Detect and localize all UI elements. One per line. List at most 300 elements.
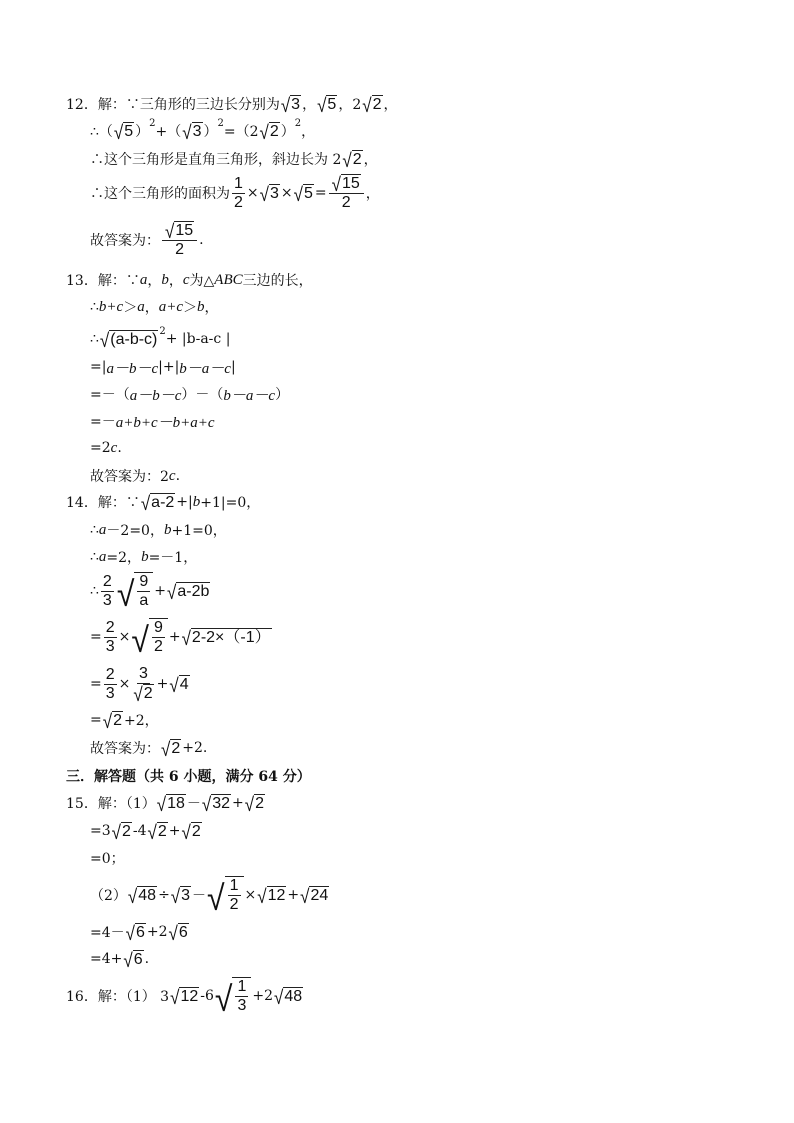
square-root (128, 886, 157, 905)
denominator (106, 685, 115, 703)
radicand (341, 174, 361, 193)
numerator-value: 15 (175, 222, 194, 239)
text: 13．解：∵ (66, 273, 140, 289)
text: =（2 (223, 124, 259, 140)
square-root (133, 683, 153, 706)
square-root (100, 330, 158, 349)
solution-line (66, 487, 260, 517)
radicand (174, 221, 194, 240)
square-root-of-fraction (131, 618, 167, 660)
text: × (280, 185, 293, 201)
math-variable: b (192, 493, 201, 510)
radicand: 2 (171, 739, 181, 757)
square-root (362, 95, 382, 114)
radicand: 3 (181, 886, 191, 904)
text: =0； (90, 851, 125, 867)
solution-line (90, 705, 159, 735)
radicand: (a-b-c) (110, 330, 158, 348)
text: + (168, 823, 181, 839)
text: ） (135, 124, 150, 140)
text: ∴ (90, 299, 99, 315)
numerator (104, 619, 117, 638)
solution-line (66, 973, 304, 1019)
numerator-value: 9 (139, 573, 149, 590)
solution-line (90, 433, 122, 463)
text: × (118, 676, 131, 692)
radical-sign-icon: √ (102, 710, 113, 732)
denominator (103, 592, 112, 610)
fraction (329, 174, 364, 212)
radical-sign-icon: √ (170, 885, 181, 907)
square-root (182, 628, 272, 647)
radical-sign-icon: √ (273, 986, 284, 1008)
denominator-value: 2 (341, 194, 351, 211)
solution-line (66, 788, 266, 818)
text: 故答案为：2 (90, 469, 169, 485)
text: ） (275, 387, 290, 403)
text: +| (176, 494, 193, 510)
math-variable: a－b－c (129, 387, 182, 404)
radicand: 2 (372, 95, 382, 113)
radical-sign-icon: √ (244, 793, 255, 815)
square-root (257, 886, 286, 905)
radicand: 2 (352, 150, 362, 168)
radical-sign-icon: √ (125, 922, 135, 944)
text: ∴（ (90, 124, 113, 140)
text: + (287, 887, 300, 903)
square-root (245, 794, 265, 813)
superscript: 2 (294, 118, 302, 129)
solution-line (90, 944, 149, 974)
denominator (139, 592, 148, 610)
square-root (148, 822, 168, 841)
text: + (156, 676, 169, 692)
square-root (112, 822, 132, 841)
radicand (143, 684, 154, 703)
text: × (246, 185, 259, 201)
square-root (167, 582, 210, 601)
solution-line (90, 352, 236, 382)
numerator (162, 221, 197, 241)
solution-line (66, 761, 311, 791)
square-root (182, 122, 202, 141)
text: 14．解：∵ (66, 495, 140, 511)
solution-line (90, 733, 207, 763)
radicand: 2 (191, 822, 201, 840)
fraction (104, 619, 117, 656)
denominator (175, 241, 184, 259)
radical-sign-icon: √ (342, 149, 352, 171)
section-heading: 三．解答题（共 6 小题，满分 64 分） (66, 769, 311, 785)
square-root (169, 675, 189, 694)
square-root (126, 923, 146, 942)
math-variable: b (161, 271, 169, 288)
radical-sign-icon: √ (133, 683, 143, 706)
text: ， (147, 273, 162, 289)
denominator (106, 638, 115, 656)
solution-line (90, 917, 190, 947)
radicand (134, 572, 153, 610)
text: ， (365, 186, 380, 202)
radicand: 3 (192, 122, 202, 140)
numerator (104, 666, 117, 685)
text: ∴ (90, 583, 99, 599)
square-root (202, 794, 231, 813)
numerator-value: 2 (102, 572, 112, 590)
radical-sign-icon: √ (168, 922, 178, 944)
numerator-value: 1 (234, 174, 243, 192)
solution-line (90, 116, 315, 146)
text: （2） (90, 888, 127, 904)
square-root (103, 711, 123, 730)
solution-line (90, 379, 289, 409)
radical-sign-icon: √ (181, 627, 191, 649)
text: +2 (252, 988, 273, 1004)
text: |+| (158, 359, 180, 375)
numerator-value: 2 (105, 665, 115, 683)
solution-line (66, 89, 398, 119)
radical-sign-icon: √ (182, 121, 192, 143)
radicand (225, 876, 244, 914)
radicand (149, 618, 168, 656)
math-variable: ABC (214, 271, 243, 288)
square-root (114, 122, 134, 141)
denominator (342, 194, 351, 212)
radical-sign-icon: √ (127, 885, 138, 907)
denominator (237, 997, 246, 1015)
radical-sign-icon: √ (181, 821, 191, 843)
radical-sign-icon: √ (111, 821, 121, 843)
math-variable: b－a－c (223, 387, 276, 404)
text: ＞ (123, 300, 138, 316)
radicand: a-2b (177, 582, 210, 600)
denominator (234, 194, 243, 212)
radicand: 5 (327, 95, 337, 113)
math-variable: a+c (158, 298, 183, 315)
text: 故答案为： (90, 741, 160, 757)
text: +1|=0， (200, 495, 261, 511)
numerator-value: 2 (105, 618, 115, 636)
denominator-value: 2 (234, 193, 243, 211)
numerator-value: 1 (229, 877, 239, 894)
radicand: 5 (124, 122, 134, 140)
math-variable: a (98, 521, 107, 538)
radical-sign-icon: √ (170, 986, 180, 1008)
text: . (199, 232, 204, 248)
radical-sign-icon: √ (113, 121, 124, 143)
solution-line (90, 614, 273, 660)
solution-line (90, 872, 330, 918)
text: 故答案为： (90, 233, 160, 249)
text: =4+ (90, 951, 123, 967)
square-root (165, 220, 194, 243)
radicand: 24 (310, 886, 329, 904)
fraction (152, 619, 165, 656)
text: . (144, 951, 150, 967)
text: -6 (200, 988, 214, 1004)
square-root (331, 173, 361, 196)
text: ）－（ (181, 387, 224, 403)
radicand: 2 (255, 794, 264, 812)
solution-line (90, 816, 203, 846)
fraction (232, 175, 245, 212)
radicand: 6 (133, 950, 143, 968)
radicand: 4 (179, 675, 189, 693)
fraction (137, 573, 150, 610)
text: + (232, 795, 244, 811)
text: ， (383, 97, 398, 113)
denominator (154, 638, 163, 656)
text: ∴ (90, 549, 99, 565)
text: =3 (90, 823, 111, 839)
denominator-value: 2 (229, 896, 239, 913)
fraction (101, 573, 114, 610)
radical-sign-icon: √ (167, 581, 177, 603)
numerator (329, 174, 364, 194)
solution-line (90, 661, 191, 707)
numerator-value: 1 (237, 978, 247, 995)
numerator-value: 3 (139, 665, 148, 682)
square-root (300, 886, 329, 905)
fraction (235, 978, 248, 1015)
radical-sign-icon: √ (257, 885, 267, 907)
solution-line (90, 292, 218, 322)
radicand: 32 (212, 794, 231, 812)
denominator-value: 3 (102, 591, 112, 609)
square-root (170, 987, 199, 1006)
denominator-value: 3 (237, 997, 247, 1014)
radical-sign-icon: √ (207, 878, 225, 918)
radical-sign-icon: √ (300, 885, 310, 907)
text: = (90, 712, 102, 728)
math-variable: a－b－c (106, 360, 159, 377)
text: ∴ (90, 522, 99, 538)
radical-sign-icon: √ (116, 574, 135, 614)
radical-sign-icon: √ (140, 492, 151, 514)
square-root (141, 493, 175, 512)
numerator (228, 877, 241, 896)
math-variable: c (110, 439, 118, 456)
text: － (186, 796, 201, 812)
solution-line (90, 217, 204, 263)
square-root (260, 184, 280, 203)
math-variable: b－a－c (179, 360, 231, 377)
numerator-value: 15 (341, 175, 360, 192)
radical-sign-icon: √ (259, 183, 269, 205)
math-variable: a+b+c－b+a+c (115, 414, 215, 431)
math-variable: a (137, 298, 145, 315)
math-variable: b+c (98, 298, 124, 315)
math-variable: b (141, 548, 149, 565)
square-root-of-fraction (214, 977, 251, 1019)
numerator (137, 573, 150, 592)
denominator-value: 3 (105, 637, 115, 655)
superscript: 2 (149, 118, 156, 129)
text: ） (280, 124, 295, 140)
text: ＞ (182, 300, 197, 316)
text: 16．解：（1） 3 (66, 989, 170, 1005)
text: . (117, 440, 122, 456)
math-variable: a (98, 548, 107, 565)
text: ÷ (158, 887, 170, 903)
text: =2， (106, 550, 142, 566)
text: 15．解：（1） (66, 796, 156, 812)
radical-sign-icon: √ (293, 183, 303, 205)
text: =4－ (90, 925, 125, 941)
numerator (232, 175, 245, 194)
text: -4 (132, 823, 147, 839)
text: +（ (155, 124, 182, 140)
text: ，2 (338, 97, 362, 113)
solution-line (90, 170, 380, 216)
text: =2 (90, 440, 111, 456)
square-root (281, 95, 301, 114)
radical-sign-icon: √ (201, 793, 212, 815)
text: ∴ (90, 331, 99, 347)
text: ∴这个三角形的面积为 (90, 186, 230, 202)
radical-sign-icon: √ (131, 620, 149, 660)
text: ， (144, 300, 159, 316)
radicand: 2 (157, 822, 167, 840)
radicand: a-2 (151, 493, 175, 511)
radicand: 6 (178, 923, 188, 941)
text: =－ (90, 414, 116, 430)
text: × (118, 629, 131, 645)
fraction (104, 666, 117, 703)
fraction (228, 877, 241, 914)
text: = (90, 676, 102, 692)
square-root (342, 150, 362, 169)
math-variable: b (163, 521, 172, 538)
text: 12．解：∵三角形的三边长分别为 (66, 97, 280, 113)
square-root (317, 95, 337, 114)
solution-line (90, 324, 230, 354)
radicand: 6 (135, 923, 145, 941)
numerator (101, 573, 114, 592)
radicand: 18 (167, 794, 185, 812)
radicand: 3 (269, 184, 279, 202)
fraction (132, 665, 154, 706)
radicand: 12 (180, 987, 199, 1005)
text: ， (363, 152, 378, 168)
numerator (152, 619, 165, 638)
text: － (192, 888, 207, 904)
radical-sign-icon: √ (259, 121, 269, 143)
text: + (154, 583, 167, 599)
denominator-value: a (139, 592, 149, 609)
denominator-value: 2 (153, 638, 163, 655)
solution-line (90, 568, 211, 614)
radicand: 48 (284, 987, 303, 1005)
math-variable: c (168, 467, 176, 484)
square-root-of-fraction (116, 572, 153, 614)
radical-sign-icon: √ (214, 979, 233, 1019)
square-root (161, 739, 181, 758)
solution-line (90, 843, 125, 873)
text: =－1， (148, 550, 198, 566)
text: +2， (123, 713, 159, 729)
text: ， (204, 300, 219, 316)
math-variable: a (139, 271, 148, 288)
denominator-value: 3 (105, 684, 115, 702)
radical-sign-icon: √ (99, 329, 110, 351)
radical-sign-icon: √ (123, 949, 133, 971)
square-root (157, 794, 186, 813)
radical-sign-icon: √ (169, 674, 179, 696)
radical-sign-icon: √ (161, 738, 171, 760)
text: －2=0， (106, 523, 164, 539)
square-root (294, 184, 314, 203)
radicand: 2-2×（-1） (191, 628, 271, 646)
text: × (244, 887, 257, 903)
radical-sign-icon: √ (362, 94, 372, 116)
radical-sign-icon: √ (156, 793, 167, 815)
solution-line (90, 515, 227, 545)
fraction (162, 221, 197, 259)
text: + |b-a-c | (165, 331, 231, 347)
text: ∴这个三角形是直角三角形，斜边长为 2 (90, 152, 342, 168)
text: +2 (146, 924, 168, 940)
text: 为△ (189, 273, 215, 289)
radicand: 2 (121, 822, 131, 840)
text: ） (203, 124, 218, 140)
text: = (314, 185, 327, 201)
square-root (182, 822, 202, 841)
text: +1=0， (171, 523, 227, 539)
text: . (175, 468, 181, 484)
radical-sign-icon: √ (165, 220, 175, 243)
denominator (230, 896, 239, 914)
square-root (274, 987, 303, 1006)
radical-sign-icon: √ (317, 94, 327, 116)
denominator (132, 683, 154, 706)
square-root (260, 122, 280, 141)
math-variable: b (196, 298, 205, 315)
radical-sign-icon: √ (147, 821, 157, 843)
text: =－（ (90, 387, 130, 403)
radicand: 12 (267, 886, 286, 904)
square-root-of-fraction (207, 876, 243, 918)
radical-sign-icon: √ (280, 94, 291, 116)
radicand: 5 (303, 184, 313, 202)
square-root (169, 923, 189, 942)
text: ， (301, 124, 316, 140)
text: ， (302, 97, 317, 113)
superscript: 2 (217, 118, 224, 129)
text: | (230, 359, 236, 375)
superscript: 2 (159, 326, 166, 337)
text: +2. (182, 740, 208, 756)
text: = (90, 629, 102, 645)
numerator-value: 9 (153, 619, 163, 636)
text: 三边的长， (242, 273, 313, 289)
numerator (137, 665, 150, 684)
denominator-value: 2 (175, 241, 185, 258)
text: ， (168, 273, 183, 289)
math-variable: c (182, 271, 190, 288)
text: + (168, 629, 181, 645)
numerator (235, 978, 248, 997)
denominator-value: 2 (143, 685, 153, 702)
solution-line (90, 406, 215, 436)
radicand: 2 (113, 711, 122, 729)
radicand: 2 (269, 122, 279, 140)
radicand: 48 (138, 886, 157, 904)
text: =| (90, 359, 107, 375)
solution-line (66, 265, 313, 295)
radicand (232, 977, 251, 1015)
square-root (171, 886, 191, 905)
